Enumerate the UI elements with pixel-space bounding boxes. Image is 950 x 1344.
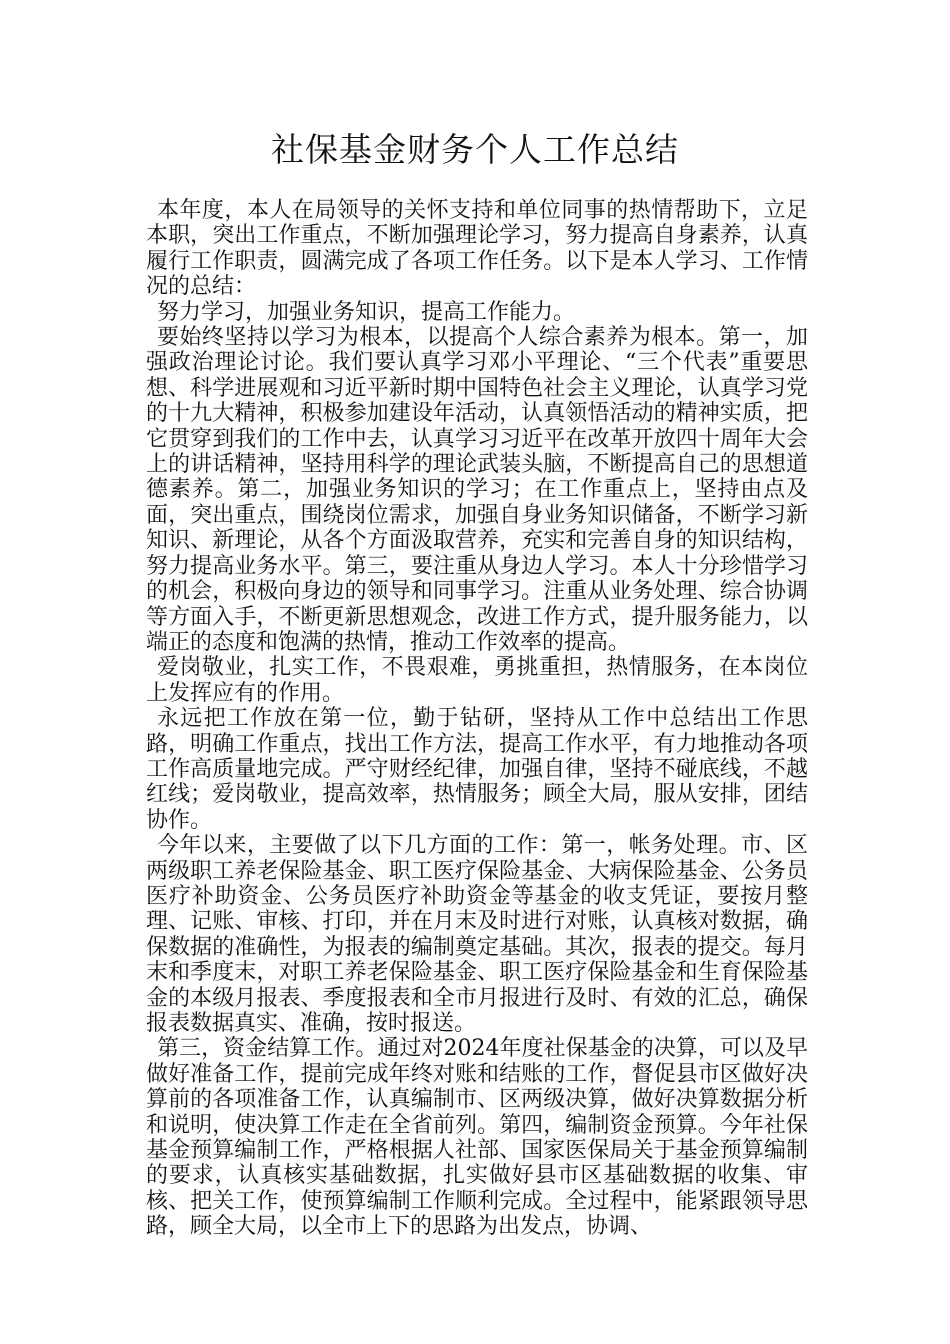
paragraph-settlement-budget: 第三，资金结算工作。通过对2024年度社保基金的决算，可以及早做好准备工作，提前完成年终对账和结账的工作，督促县市区做好决算前的各项准备工作，认真编制市、区两级决算，做好决算数据分析和说明，使决算工作走在全省前列。第四，编制资金预算。今年社保基金预算编制工作，严格根据人社部、国家医保局关于基金预算编制的要求，认真核实基础数据，扎实做好县市区基础数据的收集、审核、把关工作，使预算编制工作顺利完成。全过程中，能紧跟领导思路，顾全大局，以全市上下的思路为出发点，协调、 xyxy=(146,1036,808,1240)
paragraph-heading-study: 努力学习，加强业务知识，提高工作能力。 xyxy=(157,299,576,325)
paragraph-heading-dedication: 爱岗敬业，扎实工作，不畏艰难，勇挑重担，热情服务，在本岗位上发挥应有的作用。 xyxy=(146,655,808,706)
paragraph-main-work: 今年以来，主要做了以下几方面的工作：第一，帐务处理。市、区两级职工养老保险基金、职工医疗保险基金、大病保险基金、公务员医疗补助资金、公务员医疗补助资金等基金的收支凭证，要按月整理、记账、审核、打印，并在月末及时进行对账，认真核对数据，确保数据的准确性，为报表的编制奠定基础。其次，报表的提交。每月末和季度末，对职工养老保险基金、职工医疗保险基金和生育保险基金的本级月报表、季度报表和全市月报进行及时、有效的汇总，确保报表数据真实、准确，按时报送。 xyxy=(146,833,808,1036)
paragraph-work-attitude: 永远把工作放在第一位，勤于钻研，坚持从工作中总结出工作思路，明确工作重点，找出工作方法，提高工作水平，有力地推动各项工作高质量地完成。严守财经纪律，加强自律，坚持不碰底线，不越红线；爱岗敬业，提高效率，热情服务；顾全大局，服从安排，团结协作。 xyxy=(146,706,808,833)
document-title: 社保基金财务个人工作总结 xyxy=(271,130,679,169)
paragraph-intro: 本年度，本人在局领导的关怀支持和单位同事的热情帮助下，立足本职，突出工作重点，不断加强理论学习，努力提高自身素养，认真履行工作职责，圆满完成了各项工作任务。以下是本人学习、工作情况的总结： xyxy=(146,198,808,300)
paragraph-study-details: 要始终坚持以学习为根本，以提高个人综合素养为根本。第一，加强政治理论讨论。我们要认真学习邓小平理论、“三个代表”重要思想、科学进展观和习近平新时期中国特色社会主义理论，认真学习党的十九大精神，积极参加建设年活动，认真领悟活动的精神实质，把它贯穿到我们的工作中去，认真学习习近平在改革开放四十周年大会上的讲话精神，坚持用科学的理论武装头脑，不断提高自己的思想道德素养。第二，加强业务知识的学习；在工作重点上，坚持由点及面，突出重点，围绕岗位需求，加强自身业务知识储备，不断学习新知识、新理论，从各个方面汲取营养，充实和完善自身的知识结构，努力提高业务水平。第三，要注重从身边人学习。本人十分珍惜学习的机会，积极向身边的领导和同事学习。注重从业务处理、综合协调等方面入手，不断更新思想观念，改进工作方式，提升服务能力，以端正的态度和饱满的热情，推动工作效率的提高。 xyxy=(146,325,808,655)
document-body xyxy=(146,198,808,1240)
